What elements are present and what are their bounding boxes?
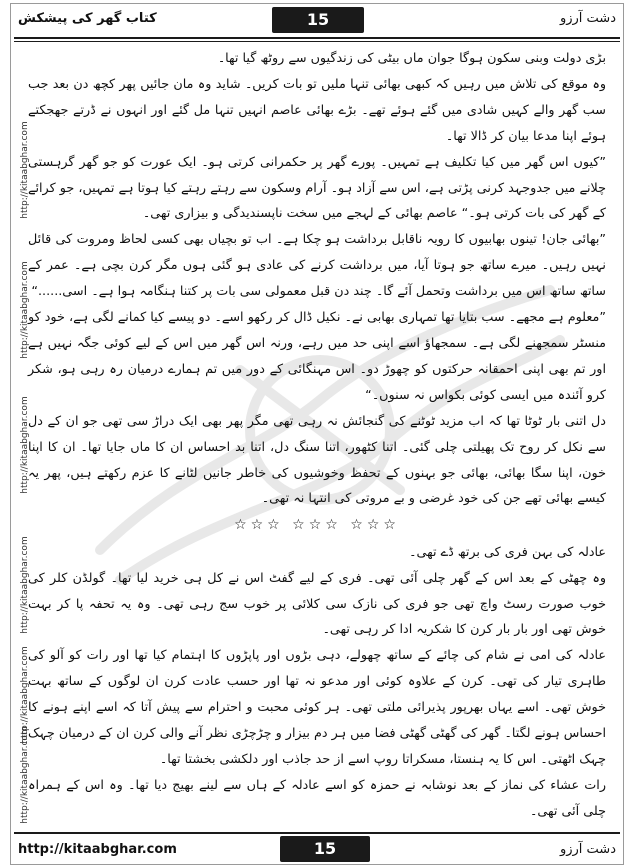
paragraph: ”معلوم ہے مجھے۔ سب بتایا تھا تمہاری بھابی نے۔ نکیل ڈال کر رکھو اسے۔ دو پیسے کیا کمانے لگی ہے، خود کو منسٹر سمجھنے لگی ہے۔ سمجھاؤ اسے اپنی حد میں رہے، ورنہ اس گھر میں اس کے لیے کوئی جگہ نہیں ہے اور تم بھی اپنی احمقانہ حرکتوں کو چھوڑ دو۔ اس مہنگائی کے دور میں تم ہمارے درمیان رہ رہی ہو، شکر کرو آئندہ میں ایسی کوئی بکواس نہ سنوں۔“ bbox=[28, 310, 606, 403]
footer-page-number: 15 bbox=[280, 836, 370, 862]
side-url-1[interactable]: http://kitaabghar.com bbox=[20, 121, 30, 219]
section-separator: ☆☆☆ ☆☆☆ ☆☆☆ bbox=[234, 517, 400, 534]
paragraph: بڑی دولت وبنی سکون ہوگا جوان ماں بیٹی کی زندگیوں سے روٹھ گیا تھا۔ bbox=[217, 51, 606, 66]
side-url-6[interactable]: http://kitaabghar.com bbox=[20, 726, 30, 824]
footer-rule bbox=[14, 832, 620, 834]
paragraph: وہ موقع کی تلاش میں رہیں کہ کبھی بھائی تنہا ملیں تو بات کریں۔ شاید وہ مان جائیں پھر کچھ دن بعد جب سب گھر والے کہیں شادی میں گئے ہوئے تھے۔ بڑے بھائی عاصم انہیں تنہا مل گئے اور انہوں نے ڈرتے جھجکتے ہوئے اپنا مدعا بیان کر ڈالا تھا۔ bbox=[28, 76, 606, 144]
story-body bbox=[28, 46, 606, 825]
side-url-4[interactable]: http://kitaabghar.com bbox=[20, 536, 30, 634]
paragraph: عادلہ کی بہن فری کی برتھ ڈے تھی۔ bbox=[409, 544, 606, 560]
paragraph: ”بھائی جان! تینوں بھابیوں کا رویہ ناقابل برداشت ہو چکا ہے۔ اب تو بچیاں بھی کسی لحاظ ومروت کی قائل نہیں رہیں۔ میرے ساتھ جو ہوتا آیا، میں برداشت کرنے کی عادی ہو گئی ہوں مگر کرن بچی ہے۔ عمر کے ساتھ ساتھ اس میں برداشت وتحمل آئے گا۔ چند دن قبل معمولی سی بات پر کتنا ہنگامہ ہوا ہے۔ اسی......“ bbox=[28, 232, 606, 300]
footer-url[interactable]: http://kitaabghar.com bbox=[18, 842, 177, 857]
book-title: دشت آرزو bbox=[559, 11, 616, 26]
paragraph: رات عشاء کی نماز کے بعد نوشابہ نے حمزہ کو اسے عادلہ کے ہاں سے لینے بھیج دیا تھا۔ وہ اس کے ہمراہ چلی آئی تھی۔ bbox=[28, 777, 606, 819]
paragraph: عادلہ کی امی نے شام کی چائے کے ساتھ چھولے، دہی بڑوں اور پاپڑوں کا اہتمام کیا تھا اور رات کو آلو کی طاہری تیار کی تھی۔ کرن کے علاوہ کوئی اور مدعو نہ تھا اور حسب عادت کرن ان لوگوں کے ساتھ بہت خوش تھی۔ اسے یہاں بھرپور پذیرائی ملتی تھی۔ ہر کوئی محبت و احترام سے پیش آتا کہ اسے اپنے ہونے کا احساس ہونے لگتا۔ گھر کی گھٹی گھٹی فضا میں ہر دم بیزار و چڑچڑی نظر آنے والی کرن ان کے درمیان چہک چہک اٹھتی۔ اس کا یہ ہنستا، مسکراتا روپ اسے از حد جاذب اور دلکشی بخشتا تھا۔ bbox=[28, 648, 606, 767]
side-url-3[interactable]: http://kitaabghar.com bbox=[20, 396, 30, 494]
paragraph: ”کیوں اس گھر میں کیا تکلیف ہے تمہیں۔ پورے گھر پر حکمرانی کرتی ہو۔ ایک عورت کو جو گھر گرہستی چلانے میں جدوجہد کرنی پڑتی ہے، اس سے آزاد ہو۔ آرام وسکون سے رہتے رہتے کیا ہوتا ہے تمہیں، جو کرائے کے گھر کی بات کرتی ہو۔“ عاصم بھائی کے لہجے میں سخت ناپسندیدگی و بیزاری تھی۔ bbox=[28, 154, 606, 222]
side-url-5[interactable]: http://kitaabghar.com bbox=[20, 646, 30, 744]
header-page-number: 15 bbox=[272, 7, 364, 33]
publisher-label: کتاب گھر کی پیشکش bbox=[18, 11, 157, 26]
page-header bbox=[14, 5, 620, 35]
paragraph: دل اتنی بار ٹوٹا تھا کہ اب مزید ٹوٹنے کی گنجائش نہ رہی تھی مگر پھر بھی ایک دراڑ سی تھی جو ان کے دل سے نکل کر روح تک پھیلتی چلی گئی۔ اتنا کٹھور، اتنا سنگ دل، اتنا بد احساس ان کا ماں جایا تھا۔ ان کا اپنا خون، اپنا سگا بھائی، بھائی جو بہنوں کے تحفظ وخوشیوں کی خاطر جانیں لٹانے کا عزم رکھتے ہیں، پھر یہ کیسے بھائی تھے جن کی خود غرضی و بے مروتی کی انتہا نہ تھی۔ bbox=[28, 413, 606, 507]
header-rule-thin bbox=[14, 41, 620, 42]
paragraph: وہ چھٹی کے بعد اس کے گھر چلی آئی تھی۔ فری کے لیے گفٹ اس نے کل ہی خرید لیا تھا۔ گولڈن کلر کی خوب صورت رسٹ واچ تھی جو فری کی نازک سی کلائی پر خوب سج رہی تھی۔ وہ یہ تحفہ پا کر بہت خوش تھی اور بار بار کرن کا شکریہ ادا کر رہی تھی۔ bbox=[28, 570, 606, 638]
header-rule bbox=[14, 37, 620, 39]
page-footer bbox=[14, 836, 620, 864]
side-url-2[interactable]: http://kitaabghar.com bbox=[20, 261, 30, 359]
footer-book-title: دشت آرزو bbox=[559, 842, 616, 857]
